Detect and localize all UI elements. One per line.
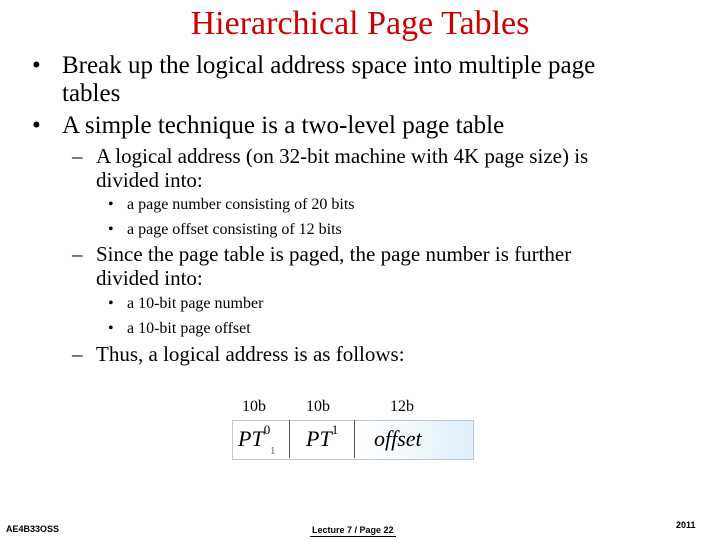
bullet-continuation: tables	[62, 80, 121, 107]
sub-bullet-logical-address	[72, 144, 589, 168]
item-text: a page number consisting of 20 bits	[127, 196, 355, 213]
field-divider	[289, 420, 290, 458]
bullet-marker: •	[108, 221, 114, 238]
bullet-two-level	[32, 112, 505, 140]
field-divider	[354, 420, 355, 458]
slide-title: Hierarchical Page Tables	[190, 5, 530, 42]
sub-bullet-text: Since the page table is paged, the page number is further	[96, 242, 572, 266]
item-text: a 10-bit page offset	[127, 320, 251, 337]
field-superscript: 0	[263, 422, 271, 437]
footer-page-label: Lecture 7 / Page 22	[312, 525, 394, 535]
bullet-break-up	[32, 52, 596, 80]
sub-bullet-text: Thus, a logical address is as follows:	[96, 342, 405, 366]
footer-underline	[310, 536, 396, 537]
bullet-marker: •	[108, 196, 114, 213]
bits-label-offset: 12b	[390, 398, 414, 415]
sub-bullet-page-table-paged	[72, 242, 572, 266]
item-text: a 10-bit page number	[127, 295, 264, 312]
bullet-marker: •	[108, 295, 114, 312]
field-name: PT	[238, 426, 264, 451]
item-page-offset-12	[108, 220, 342, 240]
bullet-text: Break up the logical address space into multiple page	[62, 52, 596, 79]
bullet-marker: •	[32, 112, 41, 139]
sub-bullet-continuation: divided into:	[96, 168, 203, 192]
item-10bit-page-number	[108, 294, 264, 314]
bits-label-pt1: 10b	[306, 398, 330, 415]
item-10bit-page-offset	[108, 319, 251, 339]
field-superscript: 1	[331, 422, 339, 437]
dash-marker: –	[72, 342, 83, 366]
sub-bullet-logical-address-format	[72, 342, 405, 366]
field-stray-subscript: 1	[270, 445, 276, 457]
bits-label-pt0: 10b	[242, 398, 266, 415]
field-pt0	[238, 422, 271, 452]
bullet-marker: •	[32, 52, 41, 79]
field-pt1	[306, 422, 339, 452]
dash-marker: –	[72, 144, 83, 168]
footer-course-code: AE4B33OSS	[6, 524, 60, 534]
bullet-marker: •	[108, 320, 114, 337]
field-name: offset	[374, 426, 422, 451]
sub-bullet-text: A logical address (on 32-bit machine with 4K page size) is	[96, 144, 589, 168]
item-page-number-20	[108, 195, 355, 215]
field-offset	[374, 426, 422, 452]
dash-marker: –	[72, 242, 83, 266]
bullet-text: A simple technique is a two-level page table	[62, 112, 505, 139]
item-text: a page offset consisting of 12 bits	[127, 221, 342, 238]
field-name: PT	[306, 426, 332, 451]
sub-bullet-continuation: divided into:	[96, 266, 203, 290]
footer-year: 2011	[676, 520, 696, 530]
